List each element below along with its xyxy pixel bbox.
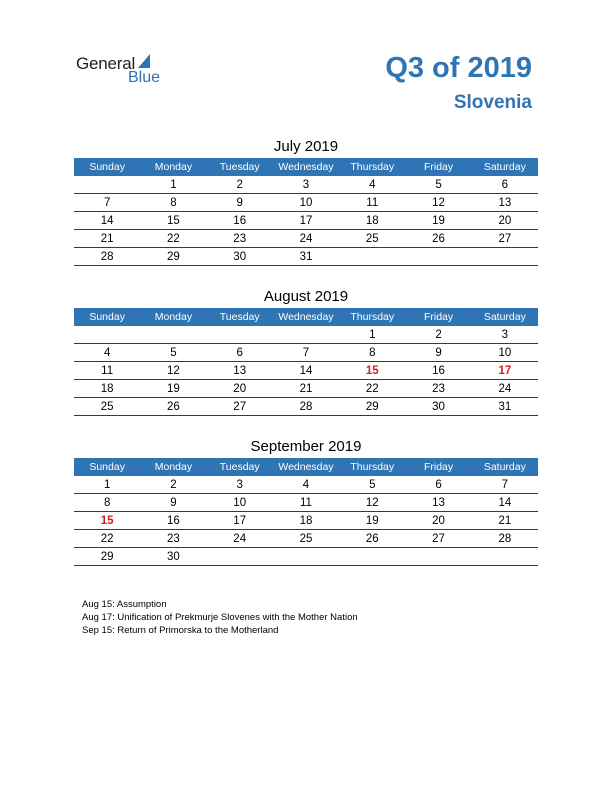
day-cell	[207, 326, 273, 344]
day-cell: 2	[207, 176, 273, 194]
weekday-header-row	[74, 308, 538, 326]
day-cell	[472, 548, 538, 566]
weekday-header: Sunday	[74, 458, 140, 476]
day-cell: 10	[207, 494, 273, 512]
weekday-header: Tuesday	[207, 158, 273, 176]
day-cell: 30	[405, 398, 471, 416]
day-cell: 13	[472, 194, 538, 212]
month-block-september	[74, 436, 538, 566]
weekday-header: Tuesday	[207, 458, 273, 476]
day-cell: 18	[273, 512, 339, 530]
day-cell: 31	[472, 398, 538, 416]
day-cell	[339, 548, 405, 566]
weekday-header: Thursday	[339, 308, 405, 326]
day-cell: 15	[140, 212, 206, 230]
calendar-table	[74, 458, 538, 566]
week-row	[74, 344, 538, 362]
weekday-header: Tuesday	[207, 308, 273, 326]
calendar-table	[74, 158, 538, 266]
day-cell: 5	[405, 176, 471, 194]
weekday-header: Thursday	[339, 158, 405, 176]
weekday-header: Friday	[405, 458, 471, 476]
day-cell: 8	[74, 494, 140, 512]
day-cell: 22	[74, 530, 140, 548]
day-cell: 17	[273, 212, 339, 230]
logo-triangle-icon	[138, 54, 150, 68]
logo-text-blue: Blue	[128, 69, 161, 86]
day-cell: 21	[74, 230, 140, 248]
day-cell: 9	[140, 494, 206, 512]
day-cell: 2	[405, 326, 471, 344]
day-cell: 7	[472, 476, 538, 494]
holiday-day-cell: 15	[74, 512, 140, 530]
day-cell: 5	[339, 476, 405, 494]
day-cell: 18	[339, 212, 405, 230]
day-cell: 4	[273, 476, 339, 494]
day-cell	[273, 326, 339, 344]
day-cell: 27	[472, 230, 538, 248]
day-cell: 29	[74, 548, 140, 566]
day-cell: 3	[273, 176, 339, 194]
month-title: August 2019	[263, 288, 349, 305]
day-cell: 12	[405, 194, 471, 212]
day-cell: 28	[472, 530, 538, 548]
day-cell	[405, 248, 471, 266]
day-cell: 13	[207, 362, 273, 380]
day-cell: 18	[74, 380, 140, 398]
day-cell: 27	[405, 530, 471, 548]
day-cell: 11	[339, 194, 405, 212]
month-block-august	[74, 286, 538, 416]
weekday-header: Saturday	[472, 458, 538, 476]
day-cell: 22	[140, 230, 206, 248]
week-row	[74, 194, 538, 212]
day-cell: 16	[140, 512, 206, 530]
week-row	[74, 248, 538, 266]
day-cell: 16	[405, 362, 471, 380]
day-cell	[405, 548, 471, 566]
holiday-note: Aug 17: Unification of Prekmurje Slovenes with the Mother Nation	[82, 612, 358, 623]
day-cell: 23	[140, 530, 206, 548]
weekday-header: Wednesday	[273, 458, 339, 476]
month-title: September 2019	[250, 438, 362, 455]
day-cell: 24	[273, 230, 339, 248]
week-row	[74, 494, 538, 512]
day-cell: 9	[207, 194, 273, 212]
day-cell: 26	[140, 398, 206, 416]
day-cell	[74, 176, 140, 194]
day-cell: 10	[472, 344, 538, 362]
day-cell: 25	[339, 230, 405, 248]
week-row	[74, 362, 538, 380]
page-title: Q3 of 2019	[385, 52, 532, 84]
day-cell: 17	[207, 512, 273, 530]
logo-text-general: General	[76, 54, 136, 73]
week-row	[74, 548, 538, 566]
day-cell	[472, 248, 538, 266]
day-cell: 2	[140, 476, 206, 494]
day-cell: 30	[207, 248, 273, 266]
weekday-header: Monday	[140, 308, 206, 326]
day-cell: 19	[405, 212, 471, 230]
weekday-header: Thursday	[339, 458, 405, 476]
day-cell: 24	[207, 530, 273, 548]
day-cell: 19	[140, 380, 206, 398]
day-cell: 7	[273, 344, 339, 362]
day-cell: 19	[339, 512, 405, 530]
day-cell: 20	[472, 212, 538, 230]
day-cell: 11	[273, 494, 339, 512]
day-cell: 22	[339, 380, 405, 398]
weekday-header: Saturday	[472, 158, 538, 176]
day-cell: 1	[74, 476, 140, 494]
holiday-note: Aug 15: Assumption	[82, 599, 167, 610]
week-row	[74, 476, 538, 494]
day-cell: 31	[273, 248, 339, 266]
weekday-header: Sunday	[74, 158, 140, 176]
day-cell: 23	[405, 380, 471, 398]
weekday-header: Monday	[140, 458, 206, 476]
holiday-day-cell: 17	[472, 362, 538, 380]
day-cell: 21	[273, 380, 339, 398]
day-cell: 23	[207, 230, 273, 248]
day-cell: 4	[74, 344, 140, 362]
day-cell	[339, 248, 405, 266]
day-cell	[140, 326, 206, 344]
day-cell: 6	[405, 476, 471, 494]
country-name: Slovenia	[453, 92, 532, 113]
day-cell: 28	[74, 248, 140, 266]
day-cell: 29	[140, 248, 206, 266]
week-row	[74, 512, 538, 530]
week-row	[74, 230, 538, 248]
day-cell: 3	[207, 476, 273, 494]
day-cell: 6	[472, 176, 538, 194]
day-cell	[207, 548, 273, 566]
day-cell: 25	[74, 398, 140, 416]
day-cell: 3	[472, 326, 538, 344]
logo	[76, 52, 176, 88]
day-cell: 13	[405, 494, 471, 512]
day-cell: 1	[140, 176, 206, 194]
day-cell: 14	[472, 494, 538, 512]
month-title: July 2019	[273, 138, 339, 155]
day-cell: 25	[273, 530, 339, 548]
day-cell: 8	[339, 344, 405, 362]
weekday-header: Monday	[140, 158, 206, 176]
week-row	[74, 176, 538, 194]
week-row	[74, 380, 538, 398]
day-cell: 29	[339, 398, 405, 416]
day-cell: 21	[472, 512, 538, 530]
day-cell: 9	[405, 344, 471, 362]
day-cell: 26	[405, 230, 471, 248]
holiday-day-cell: 15	[339, 362, 405, 380]
day-cell	[273, 548, 339, 566]
weekday-header: Saturday	[472, 308, 538, 326]
weekday-header-row	[74, 458, 538, 476]
day-cell: 12	[339, 494, 405, 512]
holiday-notes	[82, 598, 358, 637]
day-cell: 12	[140, 362, 206, 380]
weekday-header: Wednesday	[273, 158, 339, 176]
day-cell: 7	[74, 194, 140, 212]
weekday-header: Sunday	[74, 308, 140, 326]
weekday-header: Friday	[405, 308, 471, 326]
weekday-header: Wednesday	[273, 308, 339, 326]
day-cell: 5	[140, 344, 206, 362]
day-cell: 6	[207, 344, 273, 362]
day-cell: 11	[74, 362, 140, 380]
day-cell: 14	[74, 212, 140, 230]
week-row	[74, 326, 538, 344]
day-cell: 30	[140, 548, 206, 566]
weekday-header-row	[74, 158, 538, 176]
weekday-header: Friday	[405, 158, 471, 176]
week-row	[74, 530, 538, 548]
day-cell: 4	[339, 176, 405, 194]
holiday-note: Sep 15: Return of Primorska to the Motherland	[82, 625, 279, 636]
day-cell: 1	[339, 326, 405, 344]
day-cell: 26	[339, 530, 405, 548]
day-cell: 24	[472, 380, 538, 398]
day-cell: 10	[273, 194, 339, 212]
day-cell: 14	[273, 362, 339, 380]
day-cell: 8	[140, 194, 206, 212]
day-cell: 28	[273, 398, 339, 416]
day-cell: 20	[405, 512, 471, 530]
day-cell	[74, 326, 140, 344]
week-row	[74, 212, 538, 230]
month-block-july	[74, 136, 538, 266]
day-cell: 20	[207, 380, 273, 398]
day-cell: 27	[207, 398, 273, 416]
calendar-table	[74, 308, 538, 416]
week-row	[74, 398, 538, 416]
day-cell: 16	[207, 212, 273, 230]
